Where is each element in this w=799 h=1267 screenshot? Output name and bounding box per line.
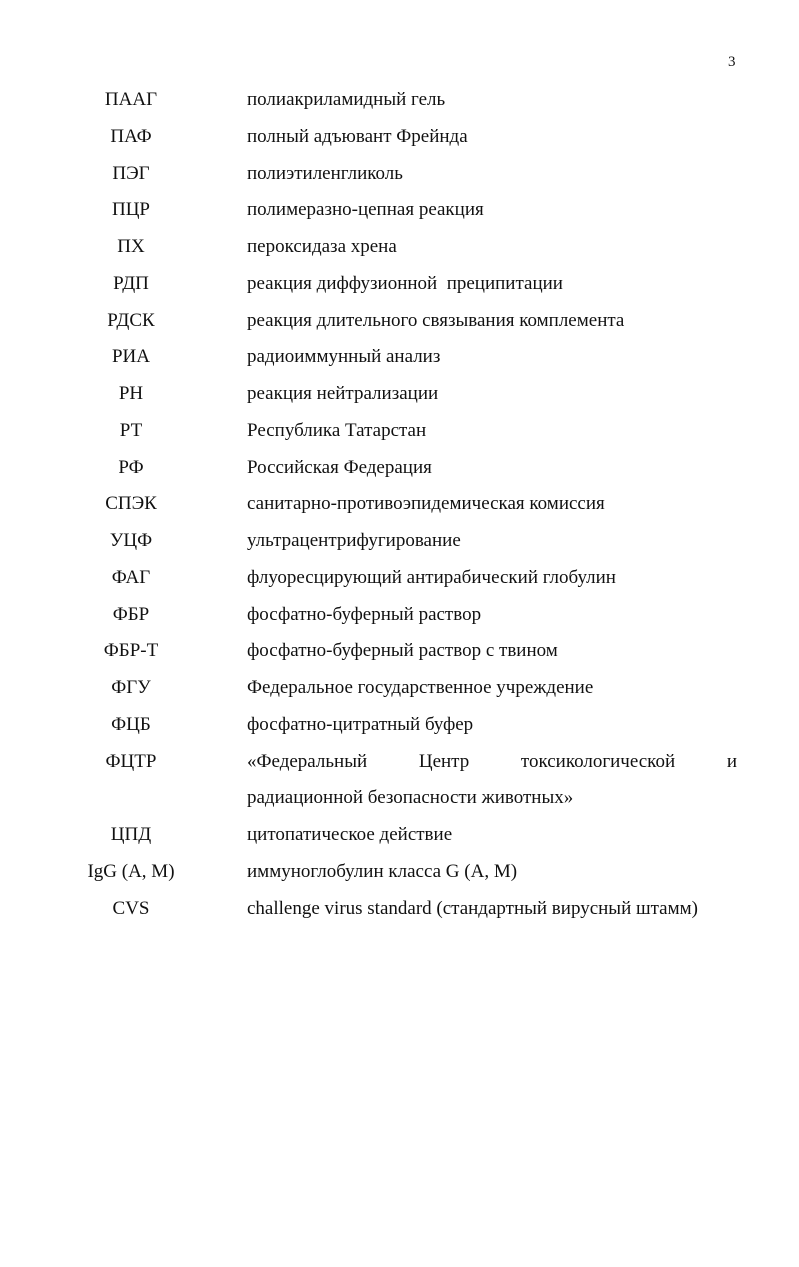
abbreviation-definition: реакция длительного связывания комплемента [247, 309, 625, 331]
abbreviation-definition: радиоиммунный анализ [247, 346, 441, 368]
list-item [0, 119, 799, 156]
abbreviation-definition: полиакриламидный гель [247, 89, 446, 110]
page-number: 3 [728, 54, 736, 70]
list-item [0, 523, 799, 560]
abbreviation-definition: полный адъювант Фрейнда [247, 125, 468, 147]
abbreviation-term: РИА [111, 346, 150, 368]
abbreviation-definition: пероксидаза хрена [247, 236, 397, 257]
list-item [0, 192, 799, 229]
abbreviation-term: ПААГ [104, 89, 158, 110]
abbreviation-definition: реакция диффузионной преципитации [247, 272, 563, 294]
list-item [0, 266, 799, 303]
abbreviation-term: ПЦР [111, 199, 150, 221]
definition-line-2: радиационной безопасности животных» [247, 787, 574, 809]
abbreviation-term: РН [118, 383, 144, 404]
abbreviation-list [0, 82, 799, 927]
list-item [0, 670, 799, 707]
abbreviation-term: СПЭК [105, 493, 157, 515]
abbreviation-term: УЦФ [109, 530, 153, 551]
abbreviation-term: РТ [119, 419, 143, 441]
abbreviation-definition: фосфатно-буферный раствор [247, 603, 482, 625]
abbreviation-term: ПХ [117, 236, 145, 257]
list-item [0, 413, 799, 450]
abbreviation-definition: фосфатно-буферный раствор с твином [247, 640, 558, 662]
abbreviation-definition: Федеральное государственное учреждение [247, 677, 594, 698]
list-item [0, 707, 799, 744]
abbreviation-definition: реакция нейтрализации [247, 383, 439, 404]
list-item [0, 82, 799, 119]
abbreviation-term: ФЦТР [105, 750, 157, 772]
list-item [0, 633, 799, 670]
abbreviation-term: ФГУ [111, 677, 151, 698]
abbreviation-term: ФБР [112, 603, 150, 625]
list-item [0, 597, 799, 634]
list-item [0, 339, 799, 376]
abbreviation-definition: ультрацентрифугирование [247, 530, 461, 551]
list-item [0, 854, 799, 891]
abbreviation-definition: Российская Федерация [247, 456, 432, 478]
list-item [0, 303, 799, 340]
list-item [0, 450, 799, 487]
abbreviation-term: IgG (A, M) [87, 860, 175, 882]
definition-line-1: «Федеральный Центр токсикологической и [247, 750, 737, 772]
abbreviation-term: РДСК [107, 309, 155, 331]
abbreviation-term: ПЭГ [112, 162, 150, 184]
abbreviation-definition: Республика Татарстан [247, 419, 427, 441]
list-item [0, 744, 799, 818]
abbreviation-definition: полиэтиленгликоль [247, 162, 403, 184]
abbreviation-term: ЦПД [110, 824, 152, 845]
abbreviation-definition: санитарно-противоэпидемическая комиссия [247, 493, 605, 515]
abbreviation-term: ФЦБ [111, 713, 151, 735]
abbreviation-definition: цитопатическое действие [247, 824, 453, 845]
abbreviation-term: ФБР-Т [103, 640, 159, 662]
abbreviation-definition [247, 744, 737, 818]
abbreviation-term: РФ [118, 456, 144, 478]
abbreviation-term: CVS [112, 897, 150, 919]
list-item [0, 156, 799, 193]
abbreviation-definition: полимеразно-цепная реакция [247, 199, 484, 221]
abbreviation-definition: флуоресцирующий антирабический глобулин [247, 566, 616, 588]
list-item [0, 817, 799, 854]
abbreviation-definition: challenge virus standard (стандартный вирусный штамм) [247, 897, 698, 919]
abbreviation-definition: иммуноглобулин класса G (A, M) [247, 860, 518, 882]
list-item [0, 486, 799, 523]
list-item [0, 891, 799, 928]
list-item [0, 560, 799, 597]
abbreviation-term: ПАФ [110, 125, 152, 147]
abbreviation-term: ФАГ [111, 566, 151, 588]
abbreviation-term: РДП [113, 272, 149, 294]
list-item [0, 376, 799, 413]
list-item [0, 229, 799, 266]
abbreviation-definition: фосфатно-цитратный буфер [247, 713, 474, 735]
